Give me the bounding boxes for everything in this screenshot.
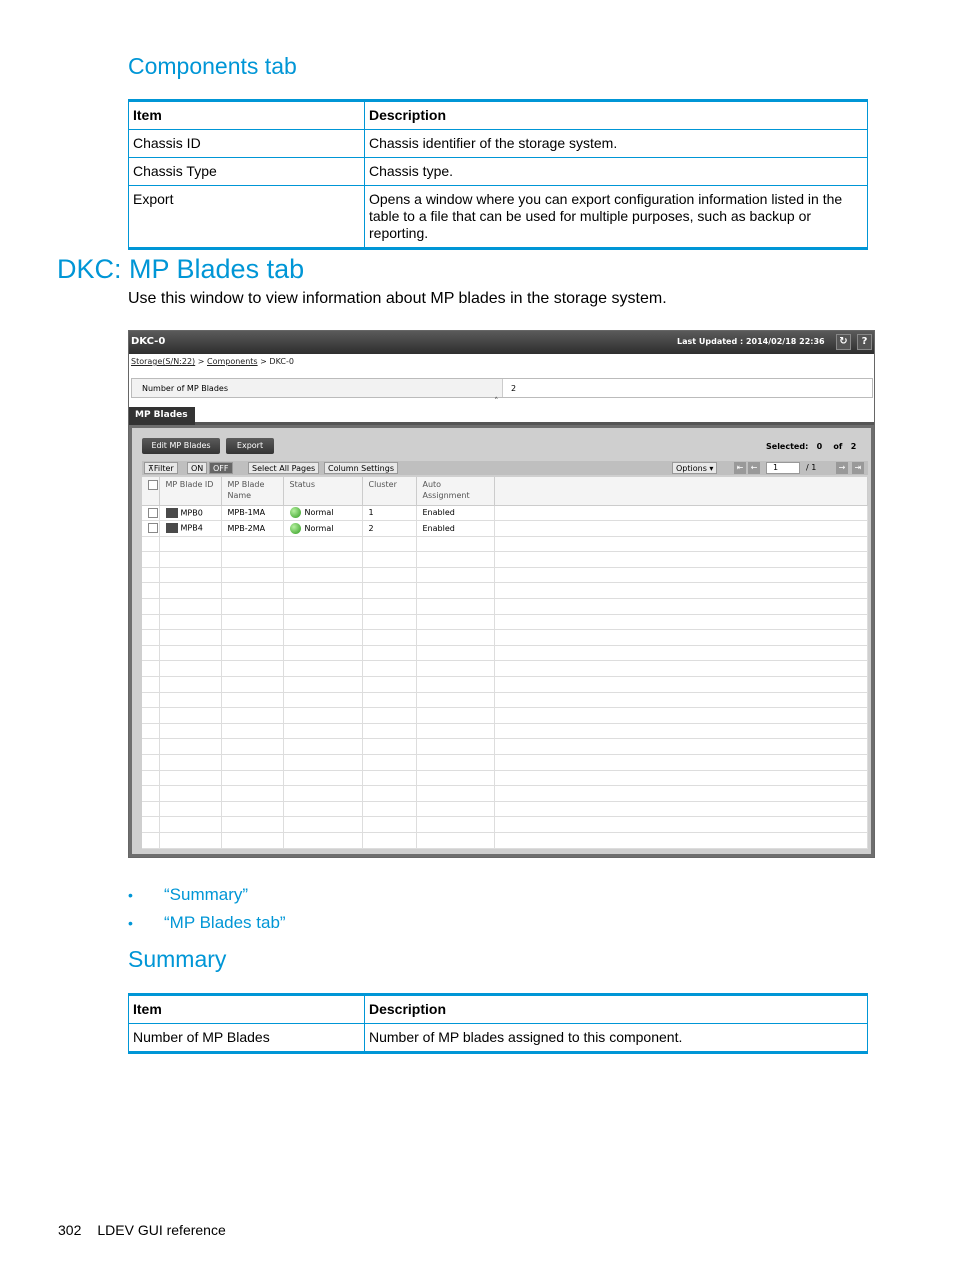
grid-toolbar (142, 461, 868, 475)
column-header-mp-blade-name[interactable]: MP Blade Name (221, 477, 283, 505)
prev-page-icon[interactable]: ← (748, 462, 760, 474)
empty-table-row (142, 692, 868, 708)
breadcrumb-storage[interactable]: Storage(S/N:22) (131, 357, 196, 366)
mp-blade-auto-assignment: Enabled (416, 505, 494, 521)
status-normal-icon (290, 507, 301, 518)
empty-table-row (142, 599, 868, 615)
empty-table-row (142, 817, 868, 833)
page-footer (58, 1222, 226, 1238)
mp-blades-heading: DKC: MP Blades tab (57, 254, 305, 284)
refresh-icon[interactable]: ↻ (836, 334, 851, 350)
row-checkbox[interactable] (148, 508, 158, 518)
table-cell-description: Chassis identifier of the storage system. (365, 130, 868, 158)
intro-text: Use this window to view information about MP blades in the storage system. (128, 290, 667, 307)
mp-blades-screenshot (128, 330, 875, 858)
select-all-pages-button[interactable]: Select All Pages (248, 462, 319, 474)
table-row (129, 158, 868, 186)
column-header-mp-blade-id[interactable]: MP Blade ID (159, 477, 221, 505)
select-all-checkbox-cell[interactable] (142, 477, 159, 505)
breadcrumb-components[interactable]: Components (206, 357, 258, 366)
collapse-caret-icon[interactable]: ˄ (494, 397, 499, 407)
bullet-icon: • (128, 915, 133, 931)
table-row (129, 186, 868, 249)
selected-value: 0 (816, 442, 823, 451)
table-cell-description: Opens a window where you can export configuration information listed in the table to a file that can be used for multiple purposes, such as backup or reporting. (365, 186, 868, 249)
mp-blade-id[interactable]: MPB0 (180, 508, 203, 518)
tab-bar (129, 401, 874, 425)
empty-table-row (142, 832, 868, 848)
empty-table-row (142, 630, 868, 646)
page-total: / 1 (806, 463, 817, 472)
breadcrumb-separator: > (197, 357, 205, 366)
edit-mp-blades-button[interactable]: Edit MP Blades (142, 438, 220, 454)
selected-count (766, 442, 856, 451)
table-header-description: Description (365, 101, 868, 130)
panel-inner (132, 428, 871, 854)
mp-blade-name: MPB-1MA (221, 505, 283, 521)
bullet-icon: • (128, 887, 133, 903)
summary-heading: Summary (128, 946, 227, 972)
empty-table-row (142, 536, 868, 552)
mp-blades-tab-link[interactable]: “MP Blades tab” (164, 913, 286, 932)
filter-on-toggle[interactable]: ON (187, 462, 207, 474)
table-cell-item: Export (129, 186, 365, 249)
status-normal-icon (290, 523, 301, 534)
empty-table-row (142, 723, 868, 739)
empty-table-row (142, 770, 868, 786)
export-button[interactable]: Export (226, 438, 274, 454)
mp-blade-auto-assignment: Enabled (416, 521, 494, 537)
table-cell-description: Chassis type. (365, 158, 868, 186)
summary-label: Number of MP Blades (142, 384, 228, 393)
summary-table (128, 993, 868, 1054)
components-tab-heading: Components tab (128, 53, 297, 79)
page-number: 302 (58, 1222, 82, 1238)
components-table (128, 99, 868, 250)
mp-blade-icon (166, 523, 178, 533)
column-header-status[interactable]: Status (283, 477, 362, 505)
breadcrumb-current: DKC-0 (269, 357, 294, 366)
empty-table-row (142, 614, 868, 630)
empty-table-row (142, 708, 868, 724)
column-header-cluster[interactable]: Cluster (362, 477, 416, 505)
footer-title: LDEV GUI reference (97, 1222, 226, 1238)
summary-link[interactable]: “Summary” (164, 885, 249, 904)
mp-blade-cluster: 1 (362, 505, 416, 521)
tab-mp-blades[interactable]: MP Blades (129, 407, 195, 425)
empty-table-row (142, 583, 868, 599)
related-links (128, 881, 286, 937)
empty-table-row (142, 755, 868, 771)
summary-value: 2 (502, 379, 872, 397)
last-updated: Last Updated : 2014/02/18 22:36 (677, 337, 825, 346)
first-page-icon[interactable]: ⇤ (734, 462, 746, 474)
table-row[interactable] (142, 505, 868, 521)
mp-blades-panel (129, 425, 874, 858)
empty-table-row (142, 552, 868, 568)
table-cell-description: Number of MP blades assigned to this component. (365, 1024, 868, 1053)
filter-off-toggle[interactable]: OFF (209, 462, 233, 474)
empty-table-row (142, 567, 868, 583)
breadcrumb (131, 357, 294, 366)
table-row (129, 1024, 868, 1053)
table-header-item: Item (129, 995, 365, 1024)
selected-total: 2 (850, 442, 857, 451)
mp-blade-cluster: 2 (362, 521, 416, 537)
page-input[interactable]: 1 (766, 462, 800, 474)
mp-blade-status: Normal (304, 523, 334, 533)
mp-blade-icon (166, 508, 178, 518)
table-cell-item: Chassis Type (129, 158, 365, 186)
window-title: DKC-0 (131, 336, 166, 347)
last-page-icon[interactable]: ⇥ (852, 462, 864, 474)
empty-table-row (142, 645, 868, 661)
list-item (128, 909, 286, 937)
table-cell-item: Chassis ID (129, 130, 365, 158)
empty-table-row (142, 677, 868, 693)
column-header-filler (494, 477, 868, 505)
mp-blade-id[interactable]: MPB4 (180, 523, 203, 533)
summary-box (131, 378, 873, 398)
options-button[interactable]: Options ▾ (672, 462, 717, 474)
empty-table-row (142, 786, 868, 802)
list-item (128, 881, 286, 909)
empty-rows (142, 536, 868, 848)
empty-table-row (142, 739, 868, 755)
help-button[interactable]: ? (857, 334, 872, 350)
table-row[interactable] (142, 521, 868, 537)
empty-table-row (142, 661, 868, 677)
mp-blades-grid (142, 477, 868, 849)
window-titlebar (129, 331, 874, 354)
filter-button[interactable]: ⊼Filter (144, 462, 178, 474)
column-settings-button[interactable]: Column Settings (324, 462, 398, 474)
select-all-checkbox[interactable] (148, 480, 158, 490)
table-cell-item: Number of MP Blades (129, 1024, 365, 1053)
table-header-item: Item (129, 101, 365, 130)
row-checkbox[interactable] (148, 523, 158, 533)
mp-blade-status: Normal (304, 508, 334, 518)
empty-table-row (142, 801, 868, 817)
table-header-description: Description (365, 995, 868, 1024)
breadcrumb-separator: > (260, 357, 267, 366)
selected-of: of (833, 442, 843, 451)
mp-blade-name: MPB-2MA (221, 521, 283, 537)
selected-label: Selected: (766, 442, 809, 451)
table-row (129, 130, 868, 158)
column-header-auto-assignment[interactable]: Auto Assignment (416, 477, 494, 505)
next-page-icon[interactable]: → (836, 462, 848, 474)
